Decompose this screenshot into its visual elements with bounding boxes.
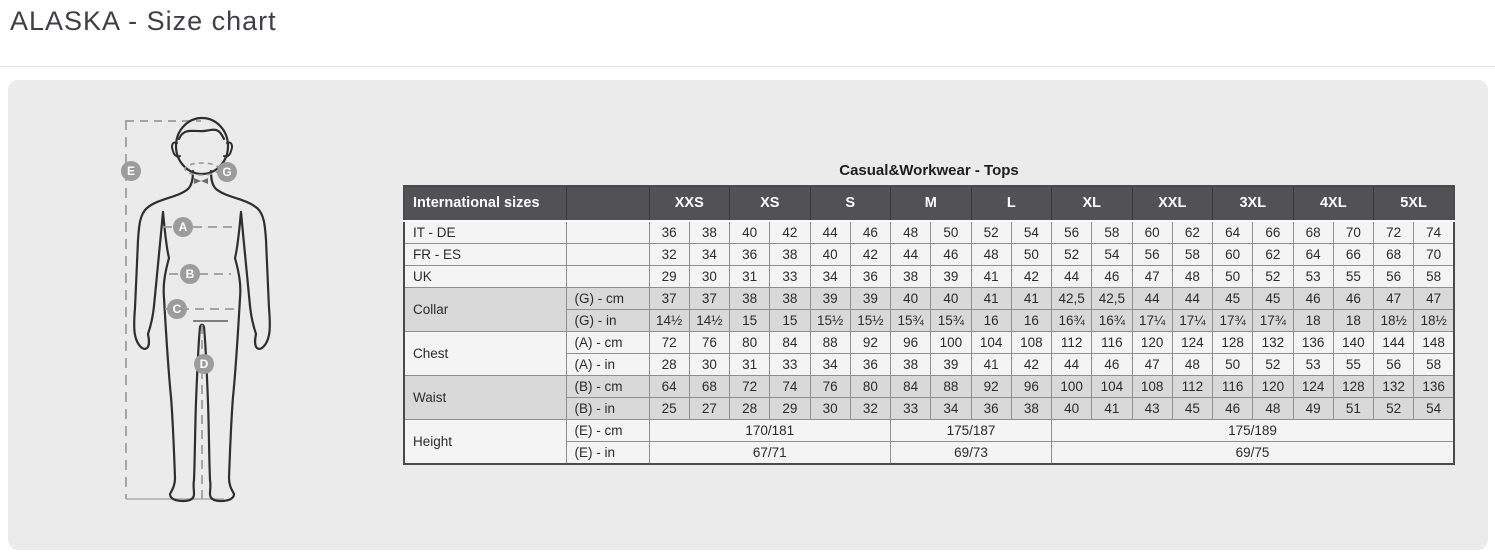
value-cell: 41 [1092,398,1132,420]
group-label: Chest [404,332,566,376]
value-cell: 68 [689,376,729,398]
value-cell: 14½ [649,310,689,332]
size-header-xl: XL [1052,186,1133,221]
value-cell: 31 [730,266,770,288]
value-cell: 80 [850,376,890,398]
value-cell: 58 [1172,244,1212,266]
svg-text:G: G [222,165,232,179]
value-cell: 44 [810,221,850,244]
value-cell: 40 [730,221,770,244]
value-cell: 41 [1011,288,1051,310]
value-cell: 34 [810,354,850,376]
value-cell: 45 [1253,288,1293,310]
value-cell: 36 [971,398,1011,420]
value-cell: 48 [971,244,1011,266]
value-cell: 104 [971,332,1011,354]
value-cell: 41 [971,266,1011,288]
value-cell: 132 [1253,332,1293,354]
value-cell: 15¾ [891,310,931,332]
value-cell: 88 [931,376,971,398]
value-cell: 44 [1172,288,1212,310]
header-row [404,186,1454,221]
value-cell: 128 [1213,332,1253,354]
value-cell: 116 [1092,332,1132,354]
value-cell: 108 [1132,376,1172,398]
value-cell: 124 [1172,332,1212,354]
value-cell: 29 [770,398,810,420]
value-cell: 15¾ [931,310,971,332]
value-cell: 70 [1414,244,1454,266]
svg-text:E: E [126,164,136,178]
value-cell: 33 [891,398,931,420]
value-cell: 18 [1333,310,1373,332]
value-cell: 50 [931,221,971,244]
value-cell: 38 [689,221,729,244]
row-label: IT - DE [404,221,566,244]
value-cell: 44 [891,244,931,266]
value-cell: 84 [770,332,810,354]
value-cell: 54 [1414,398,1454,420]
value-cell: 64 [1213,221,1253,244]
value-cell: 17¼ [1132,310,1172,332]
value-cell: 42 [770,221,810,244]
size-table-section [403,162,1455,465]
measure-label-c [167,299,187,319]
value-cell: 68 [1374,244,1414,266]
value-cell: 72 [730,376,770,398]
size-header-4xl: 4XL [1293,186,1374,221]
value-cell: 30 [689,354,729,376]
value-cell: 100 [931,332,971,354]
value-cell: 48 [1172,266,1212,288]
value-cell: 72 [1374,221,1414,244]
page-title: ALASKA - Size chart [10,6,277,36]
value-cell: 128 [1333,376,1373,398]
value-cell: 92 [971,376,1011,398]
value-cell: 51 [1333,398,1373,420]
value-cell: 40 [1052,398,1092,420]
value-cell: 15½ [850,310,890,332]
value-cell: 28 [730,398,770,420]
value-cell: 88 [810,332,850,354]
row-sub-label: (B) - in [566,398,649,420]
group-label: Waist [404,376,566,420]
size-header-xs: XS [730,186,811,221]
group-label: Height [404,420,566,465]
value-cell: 48 [1172,354,1212,376]
row-fr-es [404,244,1454,266]
value-cell: 58 [1414,266,1454,288]
size-header-xxs: XXS [649,186,730,221]
page-header [10,6,277,37]
value-cell: 36 [730,244,770,266]
international-sizes-header: International sizes [404,186,566,221]
value-cell: 66 [1253,221,1293,244]
value-cell: 41 [971,354,1011,376]
value-cell: 39 [810,288,850,310]
measure-label-a [173,217,193,237]
value-cell: 50 [1213,354,1253,376]
value-cell: 44 [1132,288,1172,310]
size-header-l: L [971,186,1052,221]
value-cell: 47 [1414,288,1454,310]
row-sub-label: (G) - in [566,310,649,332]
value-cell: 62 [1253,244,1293,266]
svg-text:B: B [185,267,195,281]
measure-label-d [194,354,214,374]
value-cell: 108 [1011,332,1051,354]
size-table-head [404,186,1454,221]
row-uk [404,266,1454,288]
value-cell: 46 [1293,288,1333,310]
value-cell: 124 [1293,376,1333,398]
row-label: UK [404,266,566,288]
row-label: FR - ES [404,244,566,266]
value-cell: 18½ [1374,310,1414,332]
value-cell: 36 [850,266,890,288]
svg-text:D: D [199,357,209,371]
size-table-body [404,221,1454,464]
row-it-de [404,221,1454,244]
row-sub-label: (A) - cm [566,332,649,354]
content-panel [8,80,1488,550]
value-cell: 32 [850,398,890,420]
value-cell: 66 [1333,244,1373,266]
value-cell: 136 [1293,332,1333,354]
value-cell: 74 [1414,221,1454,244]
value-cell: 56 [1374,266,1414,288]
value-cell: 76 [689,332,729,354]
value-cell: 16¾ [1092,310,1132,332]
value-cell: 54 [1092,244,1132,266]
value-cell: 60 [1213,244,1253,266]
measure-label-e [121,161,141,181]
size-header-m: M [891,186,972,221]
measure-label-b [180,264,200,284]
collar-bow-icon [194,178,208,184]
value-cell: 42 [850,244,890,266]
value-cell: 76 [810,376,850,398]
value-cell: 41 [971,288,1011,310]
value-cell: 37 [649,288,689,310]
value-cell: 52 [1253,266,1293,288]
value-cell: 25 [649,398,689,420]
value-cell: 42 [1011,354,1051,376]
value-cell: 42,5 [1092,288,1132,310]
value-cell: 47 [1132,354,1172,376]
value-cell: 46 [850,221,890,244]
value-cell: 55 [1333,354,1373,376]
value-cell: 29 [649,266,689,288]
value-cell: 14½ [689,310,729,332]
value-cell: 31 [730,354,770,376]
body-measurement-diagram [90,90,330,550]
row-sub-label: (E) - cm [566,420,649,442]
row-sub-label: (B) - cm [566,376,649,398]
value-cell: 16 [1011,310,1051,332]
value-cell: 45 [1172,398,1212,420]
value-cell: 28 [649,354,689,376]
header-spacer-cell [566,186,649,221]
value-cell: 36 [850,354,890,376]
value-cell: 48 [891,221,931,244]
value-cell: 46 [931,244,971,266]
value-cell: 38 [730,288,770,310]
row-sub-label: (G) - cm [566,288,649,310]
value-cell: 34 [931,398,971,420]
value-cell: 32 [649,244,689,266]
value-cell: 112 [1052,332,1092,354]
value-cell: 50 [1213,266,1253,288]
value-span-cell: 175/189 [1052,420,1455,442]
value-cell: 34 [810,266,850,288]
measure-label-g [217,162,237,182]
row-waist-b-cm [404,376,1454,398]
value-cell: 52 [1052,244,1092,266]
value-cell: 54 [1011,221,1051,244]
value-cell: 104 [1092,376,1132,398]
value-cell: 38 [1011,398,1051,420]
value-cell: 53 [1293,354,1333,376]
value-cell: 132 [1374,376,1414,398]
value-cell: 46 [1092,354,1132,376]
value-cell: 36 [649,221,689,244]
row-height-e-cm [404,420,1454,442]
row-sub-label [566,244,649,266]
value-cell: 42,5 [1052,288,1092,310]
size-header-xxl: XXL [1132,186,1213,221]
value-cell: 140 [1333,332,1373,354]
value-cell: 40 [931,288,971,310]
value-cell: 53 [1293,266,1333,288]
value-cell: 39 [931,354,971,376]
value-cell: 46 [1333,288,1373,310]
value-cell: 39 [931,266,971,288]
value-cell: 55 [1333,266,1373,288]
value-cell: 50 [1011,244,1051,266]
value-cell: 72 [649,332,689,354]
value-cell: 17¾ [1213,310,1253,332]
value-cell: 38 [891,354,931,376]
value-span-cell: 69/73 [891,442,1052,465]
value-cell: 60 [1132,221,1172,244]
value-cell: 27 [689,398,729,420]
row-collar-g-cm [404,288,1454,310]
value-cell: 52 [1253,354,1293,376]
value-cell: 70 [1333,221,1373,244]
value-cell: 84 [891,376,931,398]
row-sub-label [566,221,649,244]
value-cell: 52 [971,221,1011,244]
value-cell: 48 [1253,398,1293,420]
value-cell: 62 [1172,221,1212,244]
value-cell: 136 [1414,376,1454,398]
value-cell: 96 [1011,376,1051,398]
value-cell: 34 [689,244,729,266]
value-cell: 18½ [1414,310,1454,332]
value-cell: 15 [770,310,810,332]
row-chest-a-cm [404,332,1454,354]
value-cell: 38 [770,244,810,266]
value-cell: 58 [1414,354,1454,376]
size-header-5xl: 5XL [1374,186,1455,221]
value-cell: 40 [810,244,850,266]
value-cell: 49 [1293,398,1333,420]
value-cell: 17¼ [1172,310,1212,332]
value-cell: 30 [689,266,729,288]
size-table [403,185,1455,465]
value-cell: 112 [1172,376,1212,398]
value-cell: 120 [1253,376,1293,398]
value-cell: 33 [770,266,810,288]
value-cell: 47 [1132,266,1172,288]
value-cell: 37 [689,288,729,310]
value-cell: 120 [1132,332,1172,354]
value-cell: 46 [1213,398,1253,420]
hair-outline [179,130,224,139]
value-cell: 15½ [810,310,850,332]
value-cell: 64 [649,376,689,398]
value-cell: 52 [1374,398,1414,420]
value-span-cell: 170/181 [649,420,891,442]
value-cell: 30 [810,398,850,420]
value-cell: 64 [1293,244,1333,266]
value-cell: 15 [730,310,770,332]
value-cell: 44 [1052,266,1092,288]
value-cell: 43 [1132,398,1172,420]
row-sub-label: (E) - in [566,442,649,465]
value-cell: 100 [1052,376,1092,398]
value-cell: 45 [1213,288,1253,310]
value-cell: 58 [1092,221,1132,244]
body-figure-svg [90,90,330,550]
value-cell: 42 [1011,266,1051,288]
value-cell: 18 [1293,310,1333,332]
value-cell: 56 [1132,244,1172,266]
value-cell: 80 [730,332,770,354]
value-cell: 144 [1374,332,1414,354]
value-cell: 148 [1414,332,1454,354]
value-cell: 74 [770,376,810,398]
value-cell: 92 [850,332,890,354]
value-cell: 16¾ [1052,310,1092,332]
value-cell: 33 [770,354,810,376]
value-span-cell: 175/187 [891,420,1052,442]
value-span-cell: 67/71 [649,442,891,465]
svg-text:C: C [172,302,182,316]
svg-text:A: A [178,220,188,234]
value-cell: 46 [1092,266,1132,288]
value-cell: 56 [1374,354,1414,376]
value-cell: 116 [1213,376,1253,398]
size-header-s: S [810,186,891,221]
value-cell: 16 [971,310,1011,332]
value-cell: 56 [1052,221,1092,244]
group-label: Collar [404,288,566,332]
value-span-cell: 69/75 [1052,442,1455,465]
value-cell: 40 [891,288,931,310]
value-cell: 68 [1293,221,1333,244]
value-cell: 39 [850,288,890,310]
table-title: Casual&Workwear - Tops [839,162,1019,179]
value-cell: 38 [770,288,810,310]
value-cell: 38 [891,266,931,288]
value-cell: 47 [1374,288,1414,310]
header-divider [0,66,1495,67]
value-cell: 17¾ [1253,310,1293,332]
value-cell: 44 [1052,354,1092,376]
row-sub-label [566,266,649,288]
size-header-3xl: 3XL [1213,186,1294,221]
value-cell: 96 [891,332,931,354]
row-sub-label: (A) - in [566,354,649,376]
